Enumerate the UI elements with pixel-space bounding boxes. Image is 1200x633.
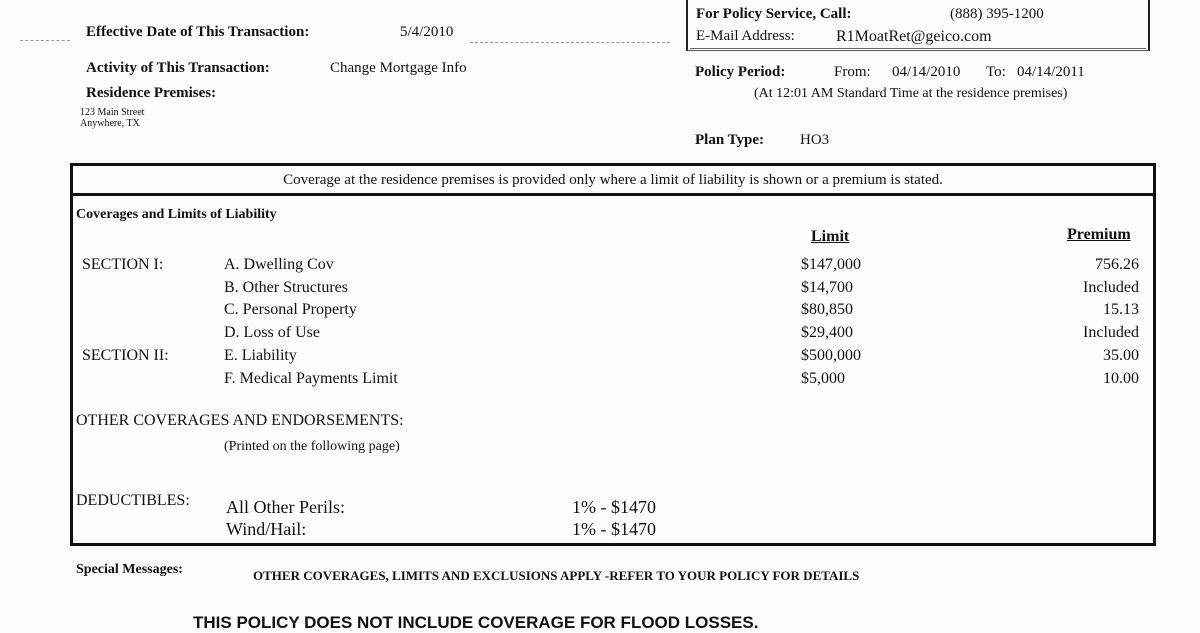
coverage-name: C. Personal Property	[224, 301, 357, 318]
scan-dash	[470, 42, 670, 43]
coverage-limit: $5,000	[801, 370, 845, 387]
coverage-name: E. Liability	[224, 347, 297, 364]
period-to-label: To:	[986, 64, 1006, 80]
period-from-label: From:	[834, 64, 871, 80]
special-messages-label: Special Messages:	[76, 562, 183, 577]
other-coverages-heading: OTHER COVERAGES AND ENDORSEMENTS:	[76, 412, 404, 429]
limit-header: Limit	[811, 228, 850, 245]
coverage-premium: 35.00	[1103, 347, 1139, 364]
flood-notice: THIS POLICY DOES NOT INCLUDE COVERAGE FOR FLOOD LOSSES.	[193, 613, 759, 632]
special-messages-text: OTHER COVERAGES, LIMITS AND EXCLUSIONS APPLY -REFER TO YOUR POLICY FOR DETAILS	[253, 568, 860, 583]
deductible-value: 1% - $1470	[572, 519, 656, 539]
plan-type-label: Plan Type:	[695, 132, 765, 148]
effective-date-label: Effective Date of This Transaction:	[86, 24, 310, 40]
scan-dash	[20, 40, 70, 41]
deductible-name: Wind/Hail:	[226, 519, 307, 539]
residence-address	[80, 107, 144, 129]
premium-header: Premium	[1067, 226, 1131, 243]
email-label: E-Mail Address:	[696, 28, 795, 44]
plan-type-value: HO3	[800, 132, 830, 148]
period-to-date: 04/14/2011	[1017, 64, 1085, 80]
deductible-name: All Other Perils:	[226, 497, 345, 517]
activity-value: Change Mortgage Info	[330, 60, 467, 76]
coverage-premium: 756.26	[1095, 256, 1139, 273]
coverage-limit: $29,400	[801, 324, 853, 341]
coverage-name: D. Loss of Use	[224, 324, 320, 341]
coverage-name: A. Dwelling Cov	[224, 256, 334, 273]
activity-label: Activity of This Transaction:	[86, 60, 270, 76]
email-underline	[690, 48, 1146, 49]
address-line-1: 123 Main Street	[80, 107, 145, 118]
coverage-limit: $14,700	[801, 279, 853, 296]
coverage-premium: Included	[1083, 279, 1139, 296]
coverage-limit: $80,850	[801, 301, 853, 318]
coverage-premium: 10.00	[1103, 370, 1139, 387]
deductibles-label: DEDUCTIBLES:	[76, 492, 190, 509]
coverage-premium: 15.13	[1103, 301, 1139, 318]
policy-period-label: Policy Period:	[695, 64, 786, 80]
period-time-note: (At 12:01 AM Standard Time at the residence premises)	[754, 86, 1068, 101]
coverage-name: B. Other Structures	[224, 279, 348, 296]
email-address: R1MoatRet@geico.com	[836, 28, 992, 45]
section-label: SECTION I:	[82, 256, 164, 273]
residence-label: Residence Premises:	[86, 85, 217, 101]
coverage-name: F. Medical Payments Limit	[224, 370, 398, 387]
deductible-value: 1% - $1470	[572, 497, 656, 517]
effective-date-value: 5/4/2010	[400, 24, 454, 40]
coverage-note: Coverage at the residence premises is provided only where a limit of liability is shown or a premium is stated.	[73, 166, 1153, 196]
coverage-limit: $500,000	[801, 347, 861, 364]
service-call-label: For Policy Service, Call:	[696, 6, 852, 22]
coverages-heading: Coverages and Limits of Liability	[76, 207, 277, 222]
period-from-date: 04/14/2010	[892, 64, 961, 80]
address-line-2: Anywhere, TX	[80, 118, 140, 129]
other-coverages-note: (Printed on the following page)	[224, 439, 400, 454]
coverage-limit: $147,000	[801, 256, 861, 273]
coverage-premium: Included	[1083, 324, 1139, 341]
service-phone: (888) 395-1200	[950, 6, 1044, 22]
section-label: SECTION II:	[82, 347, 169, 364]
